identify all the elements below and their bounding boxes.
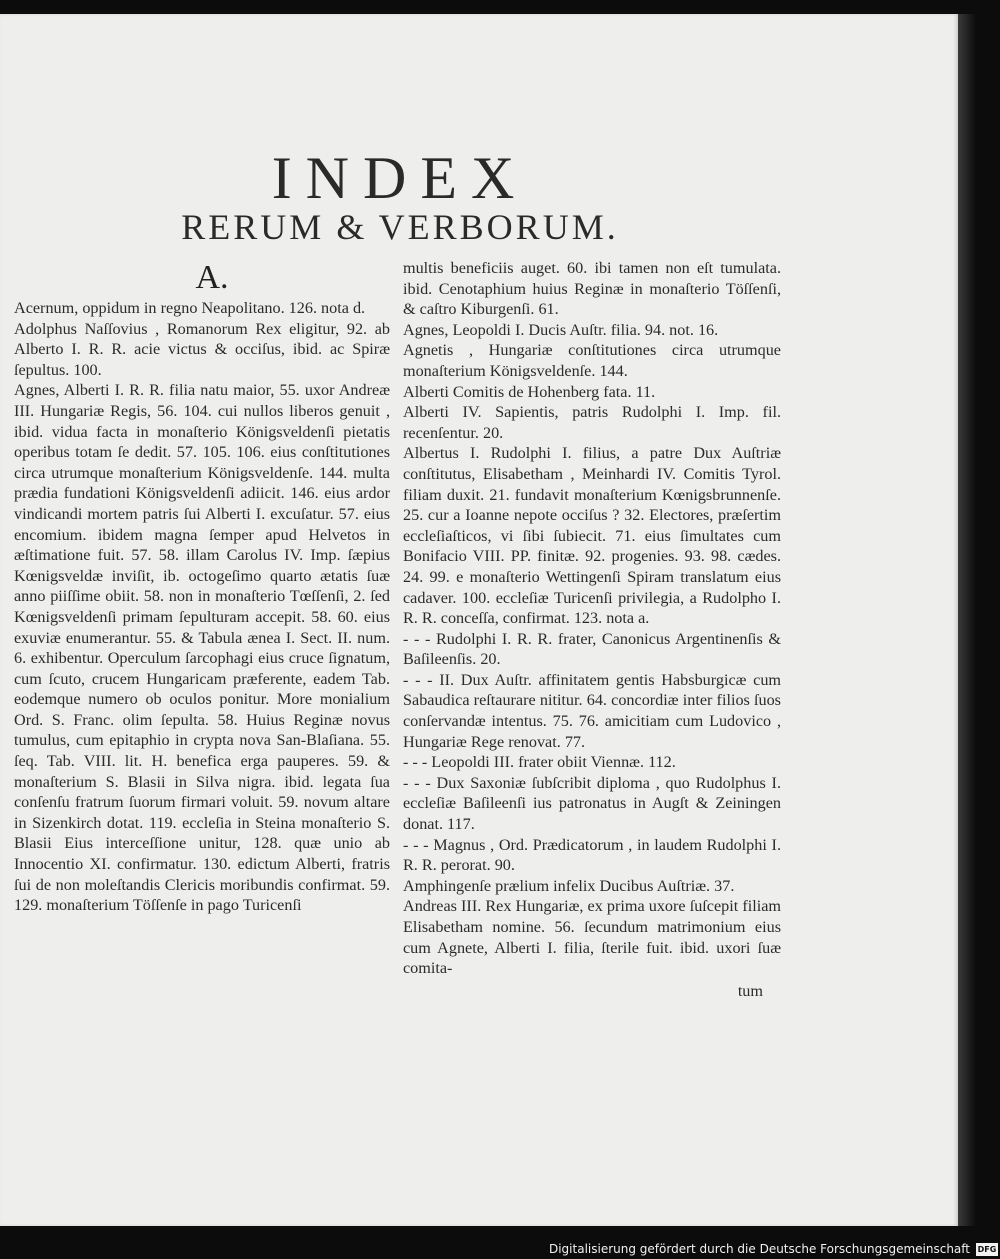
section-letter: A. (195, 259, 229, 296)
index-entry: multis beneficiis auget. 60. ibi tamen non eſt tumulata. ibid. Cenotaphium huius Reginæ in monaſterio Töſſenſi, & caſtro Kiburgenſi. 61. (403, 259, 781, 319)
index-entry: - - - Dux Saxoniæ ſubſcribit diploma , quo Rudolphus I. eccleſiæ Baſileenſi ius patronatus in Augſt & Zeiningen donat. 117. (403, 773, 781, 834)
index-entry: Agnes, Alberti I. R. R. filia natu maior, 55. uxor Andreæ III. Hungariæ Regis, 56. 104. cui nullos liberos genuit , ibid. vidua facta in monaſterio Königsveldenſi pietatis operibus totam ſe dedit. 57. 105. 106. eius conſtitutiones circa utrumque monaſterium Königsveldenſe. 144. multa prædia fundationi Königsveldenſi adiicit. 146. eius ardor vindicandi mortem patris ſui Alberti I. excuſatur. 57. eius encomium. ibidem magna ſemper apud Helvetos in æſtimatione fuit. 57. 58. illam Carolus IV. Imp. ſæpius Kœnigsveldæ inviſit, ib. octogeſimo quarto ætatis ſuæ anno piiſſime obiit. 58. non in monaſterio Tœſſenſi, 2. ſed Kœnigsveldenſi primam ſepulturam accepit. 58. 60. eius exuviæ enumerantur. 55. & Tabula ænea I. Sect. II. num. 6. exhibentur. Operculum ſarcophagi eius cruce ſignatum, cum ſcuto, crucem Hungaricam præferente, eadem Tab. eodemque numero ob oculos ponitur. More monialium Ord. S. Franc. olim ſepulta. 58. Huius Reginæ novus tumulus, cum epitaphio in crypta nova San-Blaſiana. 55. ſeq. Tab. VIII. lit. H. benefica erga pauperes. 59. & monaſterium S. Blasii in Silva nigra. ibid. legata ſua conſenſu fratrum ſuorum firmari voluit. 59. novum altare in Sizenkirch dotat. 119. eccleſia in Steina monaſterio S. Blasii Eius interceſſione unitur, 128. quæ unio ab Innocentio XI. confirmatur. 130. edictum Alberti, fratris ſui de non moleſtandis Clericis moribundis confirmat. 59. 129. monaſterium Töſſenſe in pago Turicenſi (14, 381, 390, 915)
index-entry: Acernum, oppidum in regno Neapolitano. 126. nota d. (14, 299, 366, 317)
index-entry: - - - Leopoldi III. frater obiit Viennæ. 112. (403, 753, 676, 772)
index-entry: Andreas III. Rex Hungariæ, ex prima uxore ſuſcepit filiam Elisabetham nomine. 56. ſecundum matrimonium eius cum Agnete, Alberti I. filia, ſterile fuit. ibid. uxori ſuæ comita- (403, 897, 781, 978)
catchword: tum (737, 981, 763, 1000)
page-title: INDEX (271, 145, 529, 211)
index-entry: Alberti Comitis de Hohenberg fata. 11. (403, 382, 656, 401)
index-entry: Agnetis , Hungariæ conſtitutiones circa utrumque monaſterium Königsveldenſe. 144. (403, 341, 781, 380)
footer-credit: Digitalisierung gefördert durch die Deutsche Forschungsgemeinschaft (548, 1242, 970, 1256)
index-entry: - - - Rudolphi I. R. R. frater, Canonicus Argentinenſis & Baſileenſis. 20. (403, 629, 781, 669)
index-entry: Alberti IV. Sapientis, patris Rudolphi I. Imp. fil. recenſentur. 20. (403, 403, 781, 442)
page-subtitle: RERUM & VERBORUM. (181, 207, 619, 247)
index-entry: Albertus I. Rudolphi I. filius, a patre Dux Auſtriæ conſtitutus, Elisabetham , Meinhardi IV. Comitis Tyrol. filiam duxit. 21. fundavit monaſterium Kœnigsbrunnenſe. 25. cur a Ioanne nepote occiſus ? 32. Electores, præſertim eccleſiaſticos, vi ſibi ſubiecit. 71. eius ſimultates cum Bonifacio VIII. PP. finitæ. 92. progenies. 93. 98. cædes. 24. 99. e monaſterio Wettingenſi Spiram translatum eius cadaver. 100. eccleſiæ Turicenſi privilegia, a Rudolpho I. R. R. conceſſa, confirmat. 123. nota a. (403, 444, 781, 628)
index-entry: - - - Magnus , Ord. Prædicatorum , in laudem Rudolphi I. R. R. perorat. 90. (403, 835, 781, 875)
right-column (403, 258, 781, 1001)
index-entry: Agnes, Leopoldi I. Ducis Auſtr. filia. 94. not. 16. (403, 320, 719, 339)
book-page (0, 14, 958, 1226)
index-entry: Amphingenſe prælium infelix Ducibus Auſtriæ. 37. (403, 876, 735, 895)
footer-bar (0, 1240, 1000, 1259)
page-edge (958, 14, 976, 1226)
index-entry: - - - II. Dux Auſtr. affinitatem gentis Habsburgicæ cum Sabaudica reſtaurare nititur. 64. concordiæ inter filios ſuos conſervandæ intentus. 75. 76. amicitiam cum Ludovico , Hungariæ Rege renovat. 77. (403, 670, 781, 751)
left-column (14, 258, 390, 916)
index-entry: Adolphus Naſſovius , Romanorum Rex eligitur, 92. ab Alberto I. R. R. acie victus & occiſus, ibid. ac Spiræ ſepultus. 100. (14, 319, 390, 379)
dfg-logo-icon: DFG (977, 1245, 997, 1254)
